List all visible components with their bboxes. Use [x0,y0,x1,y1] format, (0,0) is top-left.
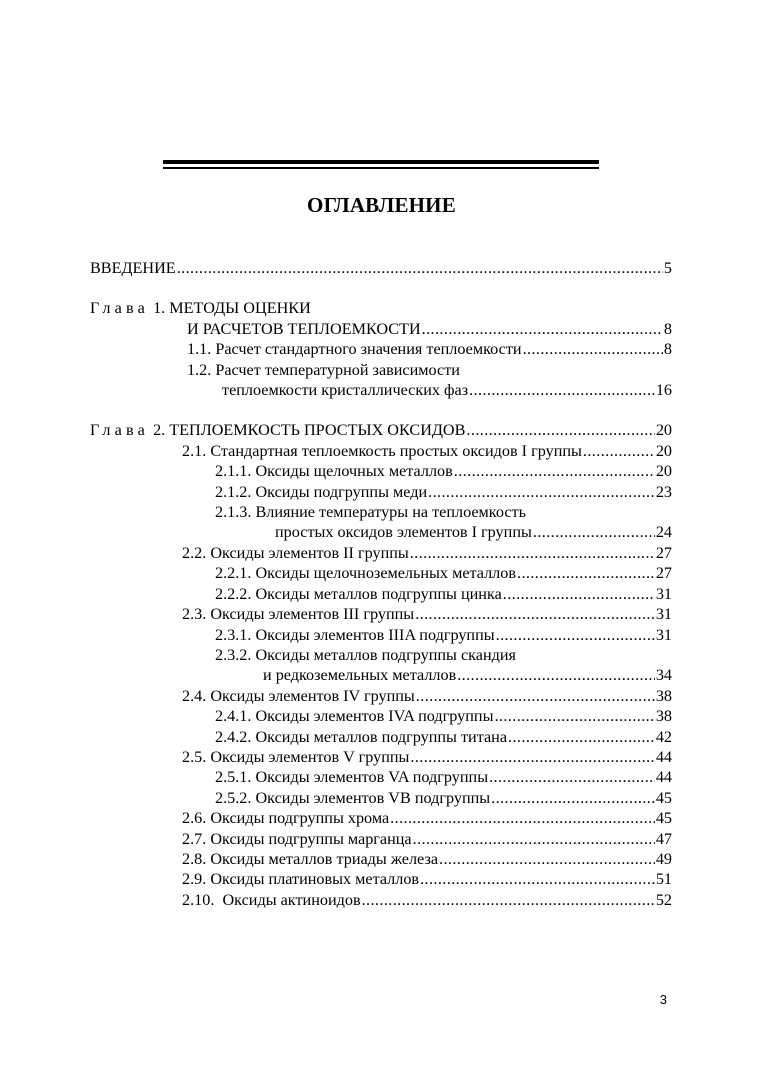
toc-entry-title: ВВЕДЕНИЕ [90,259,176,277]
dot-leader [416,686,655,706]
dot-leader [415,604,655,624]
toc-entry-title: 2.9. Оксиды платиновых металлов [182,870,420,889]
toc-entry-title: 2.7. Оксиды подгруппы марганца [182,829,412,848]
dot-leader [469,380,655,400]
dot-leader [494,706,654,726]
dot-leader [428,482,655,502]
toc-entry-title: 2.2.1. Оксиды щелочноземельных металлов [215,564,516,583]
toc-entry-1-2-line1: 1.2. Расчет температурной зависимости [187,360,460,379]
toc-entry-2-4-2[interactable] [90,727,672,747]
dot-leader [466,420,654,440]
rule-thin [163,167,599,169]
toc-entry-page: 49 [655,849,672,868]
dot-leader [362,890,655,910]
dot-leader [517,563,655,583]
chapter-prefix: Глава [90,421,150,440]
dot-leader [489,767,655,787]
toc-entry-page: 34 [655,666,672,685]
toc-entry-title: простых оксидов элементов I группы [275,523,532,542]
toc-entry-page: 20 [655,421,672,440]
toc-entry-2-2-1[interactable] [90,563,672,583]
toc-entry-page: 44 [655,747,672,766]
toc-entry-page: 44 [655,768,672,787]
toc-entry-title: 2.5.1. Оксиды элементов VA подгруппы [215,768,489,787]
toc-entry-title: и редкоземельных металлов [263,666,457,685]
toc-entry-title: 2.3.1. Оксиды элементов IIIA подгруппы [215,625,495,644]
dot-leader [410,543,655,563]
dot-leader [491,788,655,808]
toc-entry-title: 2.6. Оксиды подгруппы хрома [182,809,390,828]
toc-entry-title: теплоемкости кристаллических фаз [222,381,469,400]
dot-leader [523,339,663,359]
toc-chapter-2[interactable] [90,420,672,440]
toc-entry-2-3[interactable] [90,604,672,624]
dot-leader [420,869,655,889]
dot-leader [496,625,655,645]
toc-entry-2-9[interactable] [90,869,672,889]
toc-entry-title: 2.3. Оксиды элементов III группы [182,605,415,624]
toc-entry-2-1-1[interactable] [90,461,672,481]
toc-entry-title: 2.5.2. Оксиды элементов VB подгруппы [215,788,491,807]
toc-entry-title: 2.2.2. Оксиды металлов подгруппы цинка [215,584,502,603]
dot-leader [533,522,655,542]
page-number: 3 [659,992,667,1007]
toc-entry-title: 2.8. Оксиды металлов триады железа [182,849,439,868]
toc-entry-title: 2.10. Оксиды актиноидов [182,890,361,909]
dot-leader [410,747,654,767]
toc-entry-page: 47 [655,829,672,848]
chapter-title-line1: МЕТОДЫ ОЦЕНКИ [169,299,311,318]
dot-leader [503,584,655,604]
dot-leader [390,808,655,828]
chapter-number: 1. [153,299,166,318]
toc-entry-page: 5 [663,259,672,277]
toc-entry-title: 1.1. Расчет стандартного значения теплоемкости [187,340,522,359]
dot-leader [177,258,663,278]
toc-entry-title: 2.1.1. Оксиды щелочных металлов [215,462,453,481]
dot-leader [583,441,655,461]
toc-entry-page: 38 [655,686,672,705]
toc-entry-title [90,420,465,440]
toc-chapter-1[interactable] [90,319,672,339]
toc-entry-page: 24 [655,523,672,542]
toc-entry-page: 31 [655,625,672,644]
toc-chapter-1-heading[interactable] [90,298,672,318]
toc-entry-2-2-2[interactable] [90,584,672,604]
toc-entry-title: 2.4.1. Оксиды элементов IVA подгруппы [215,707,494,726]
toc-entry-page: 16 [655,381,672,400]
toc-entry-2-6[interactable] [90,808,672,828]
dot-leader [454,461,655,481]
toc-entry-2-4-1[interactable] [90,706,672,726]
toc-entry-2-3-1[interactable] [90,625,672,645]
toc-entry-page: 52 [655,890,672,909]
toc-entry-2-1-3[interactable] [90,522,672,542]
toc-entry-page: 51 [655,870,672,889]
page-title: ОГЛАВЛЕНИЕ [307,193,456,217]
dot-leader [422,319,663,339]
toc-entry-2-5[interactable] [90,747,672,767]
toc-entry-1-2[interactable] [90,380,672,400]
toc-entry-page: 27 [655,543,672,562]
chapter-number: 2. [153,421,166,440]
toc-entry-2-8[interactable] [90,849,672,869]
toc-entry-page: 23 [655,482,672,501]
toc-entry-2-1[interactable] [90,441,672,461]
toc-entry-page: 8 [663,319,672,338]
toc-entry-intro[interactable] [90,258,672,278]
toc-entry-page: 31 [655,584,672,603]
dot-leader [413,829,655,849]
toc-entry-page: 45 [655,788,672,807]
toc-entry-title: 2.4. Оксиды элементов IV группы [182,686,415,705]
toc-entry-1-1[interactable] [90,339,672,359]
chapter-title-line2: И РАСЧЕТОВ ТЕПЛОЕМКОСТИ [187,319,421,338]
toc-entry-2-2[interactable] [90,543,672,563]
chapter-title: ТЕПЛОЕМКОСТЬ ПРОСТЫХ ОКСИДОВ [169,421,466,440]
toc-entry-title: 2.4.2. Оксиды металлов подгруппы титана [215,727,508,746]
toc-entry-2-1-2[interactable] [90,482,672,502]
toc-entry-page: 20 [655,462,672,481]
toc-entry-2-3-2[interactable] [90,665,672,685]
toc-entry-2-5-2[interactable] [90,788,672,808]
dot-leader [439,849,655,869]
dot-leader [508,727,655,747]
toc-entry-2-3-2-line1: 2.3.2. Оксиды металлов подгруппы скандия [215,645,516,664]
rule-thick [163,160,599,164]
toc-entry-2-7[interactable] [90,829,672,849]
decorative-double-rule [163,160,599,169]
toc-entry-page: 31 [655,605,672,624]
chapter-prefix: Глава [90,299,150,318]
toc-entry-title: 2.2. Оксиды элементов II группы [182,543,409,562]
toc-entry-2-4[interactable] [90,686,672,706]
toc-entry-page: 38 [655,707,672,726]
toc-entry-title: 2.5. Оксиды элементов V группы [182,747,410,766]
toc-entry-page: 42 [655,727,672,746]
toc-entry-page: 8 [663,340,672,359]
dot-leader [457,665,655,685]
toc-entry-2-10[interactable] [90,890,672,910]
toc-entry-2-1-3-line1: 2.1.3. Влияние температуры на теплоемкость [215,503,526,522]
toc-entry-page: 27 [655,564,672,583]
toc-entry-page: 45 [655,809,672,828]
toc-entry-page: 20 [655,441,672,460]
toc-entry-title: 2.1.2. Оксиды подгруппы меди [215,482,428,501]
table-of-contents [90,258,672,910]
toc-entry-2-5-1[interactable] [90,767,672,787]
toc-entry-title: 2.1. Стандартная теплоемкость простых оксидов I группы [182,441,582,460]
